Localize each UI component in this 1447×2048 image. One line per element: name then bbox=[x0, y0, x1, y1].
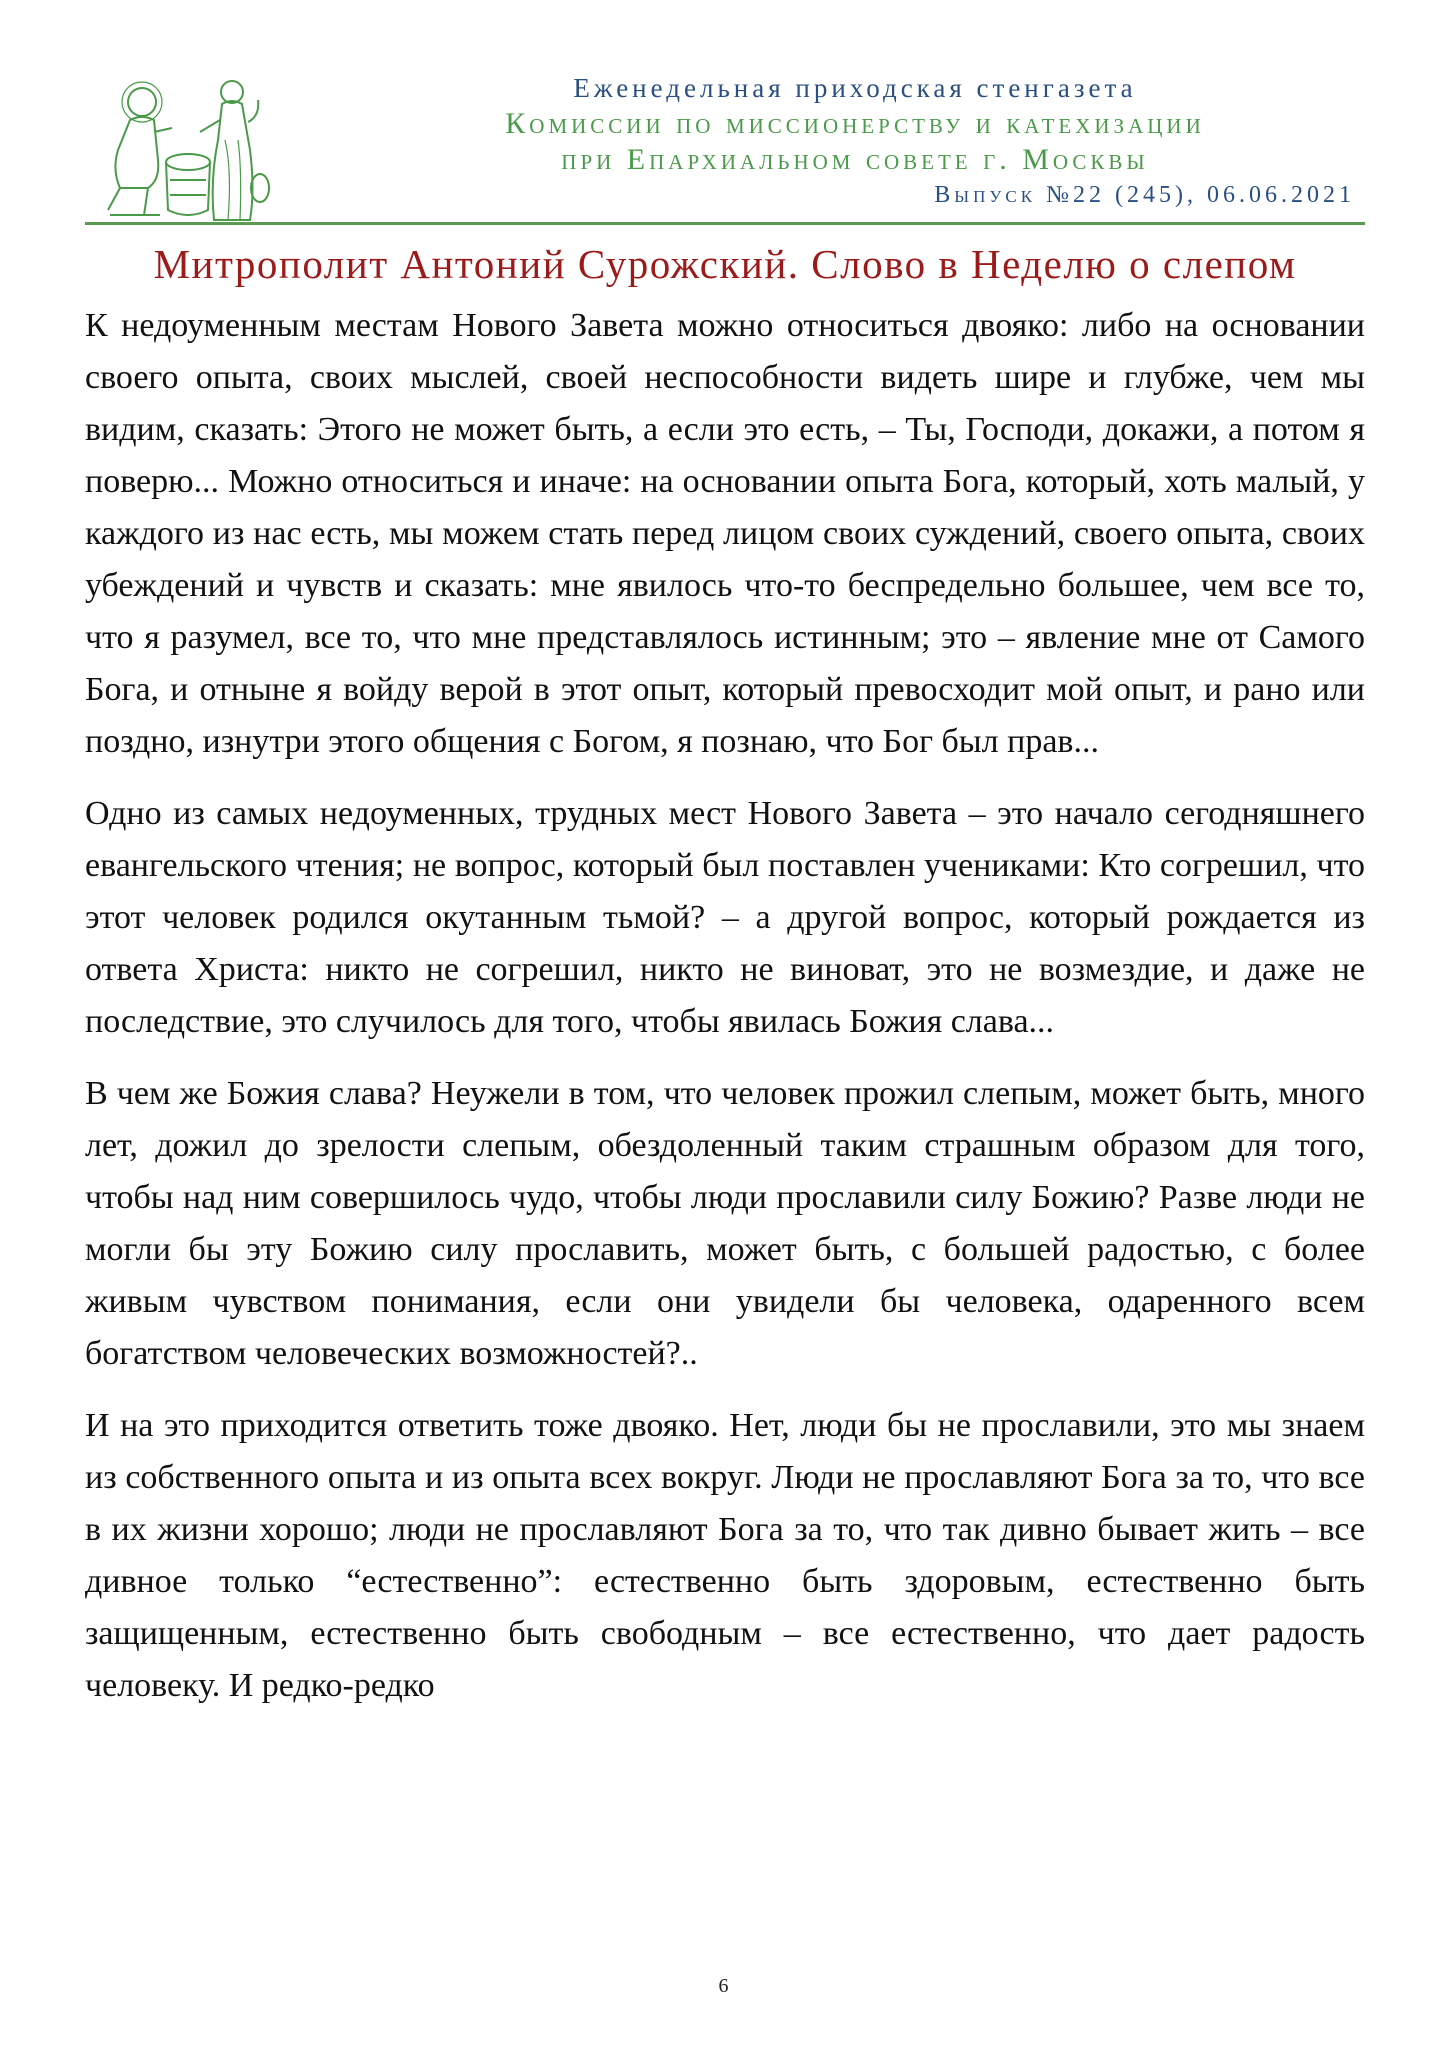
newspaper-header bbox=[85, 60, 1365, 225]
article-body bbox=[85, 300, 1365, 1732]
newspaper-subtitle: Еженедельная приходская стенгазета bbox=[573, 73, 1137, 103]
issue-number-date: №22 (245), 06.06.2021 bbox=[1046, 182, 1355, 208]
article-paragraph: Одно из самых недоуменных, трудных мест Нового Завета – это начало сегодняшнего евангельского чтения; не вопрос, который был поставлен учениками: Кто согрешил, что этот человек родился окутанным тьмой? – а другой вопрос, который рождается из ответа Христа: никто не согрешил, никто не виноват, это не возмездие, и даже не последствие, это случилось для того, чтобы явилась Божия слава... bbox=[85, 795, 1365, 1040]
diocesan-council-name: при Епархиальном совете г. Москвы bbox=[561, 143, 1149, 176]
header-text-block bbox=[345, 70, 1365, 212]
issue-info bbox=[345, 178, 1365, 212]
article-title: Митрополит Антоний Сурожский. Слово в Неделю о слепом bbox=[153, 241, 1297, 287]
commission-name: Комиссии по миссионерству и катехизации bbox=[505, 107, 1205, 140]
header-divider bbox=[85, 222, 1365, 225]
issue-label: Выпуск bbox=[934, 182, 1037, 208]
article-paragraph: К недоуменным местам Нового Завета можно относиться двояко: либо на основании своего опыта, своих мыслей, своей неспособности видеть шире и глубже, чем мы видим, сказать: Этого не может быть, а если это есть, – Ты, Господи, докажи, а потом я поверю... Можно относиться и иначе: на основании опыта Бога, который, хоть малый, у каждого из нас есть, мы можем стать перед лицом своих суждений, своего опыта, своих убеждений и чувств и сказать: мне явилось что-то беспредельно большее, чем все то, что я разумел, все то, что мне представлялось истинным; это – явление мне от Самого Бога, и отныне я войду верой в этот опыт, который превосходит мой опыт, и рано или поздно, изнутри этого общения с Богом, я познаю, что Бог был прав... bbox=[85, 307, 1365, 760]
article-paragraph: И на это приходится ответить тоже двояко. Нет, люди бы не прославили, это мы знаем из собственного опыта и из опыта всех вокруг. Люди не прославляют Бога за то, что все в их жизни хорошо; люди не прославляют Бога за то, что так дивно бывает жить – все дивное только “естественно”: естественно быть здоровым, естественно быть защищенным, естественно быть свободным – все естественно, что дает радость человеку. И редко-редко bbox=[85, 1407, 1365, 1704]
page-number: 6 bbox=[718, 1975, 729, 1997]
christ-and-samaritan-woman-logo-icon bbox=[100, 70, 275, 225]
article-paragraph: В чем же Божия слава? Неужели в том, что человек прожил слепым, может быть, много лет, дожил до зрелости слепым, обездоленный таким страшным образом для того, чтобы над ним совершилось чудо, чтобы люди прославили силу Божию? Разве люди не могли бы эту Божию силу прославить, может быть, с большей радостью, с более живым чувством понимания, если они увидели бы человека, одаренного всем богатством человеческих возможностей?.. bbox=[85, 1075, 1365, 1372]
